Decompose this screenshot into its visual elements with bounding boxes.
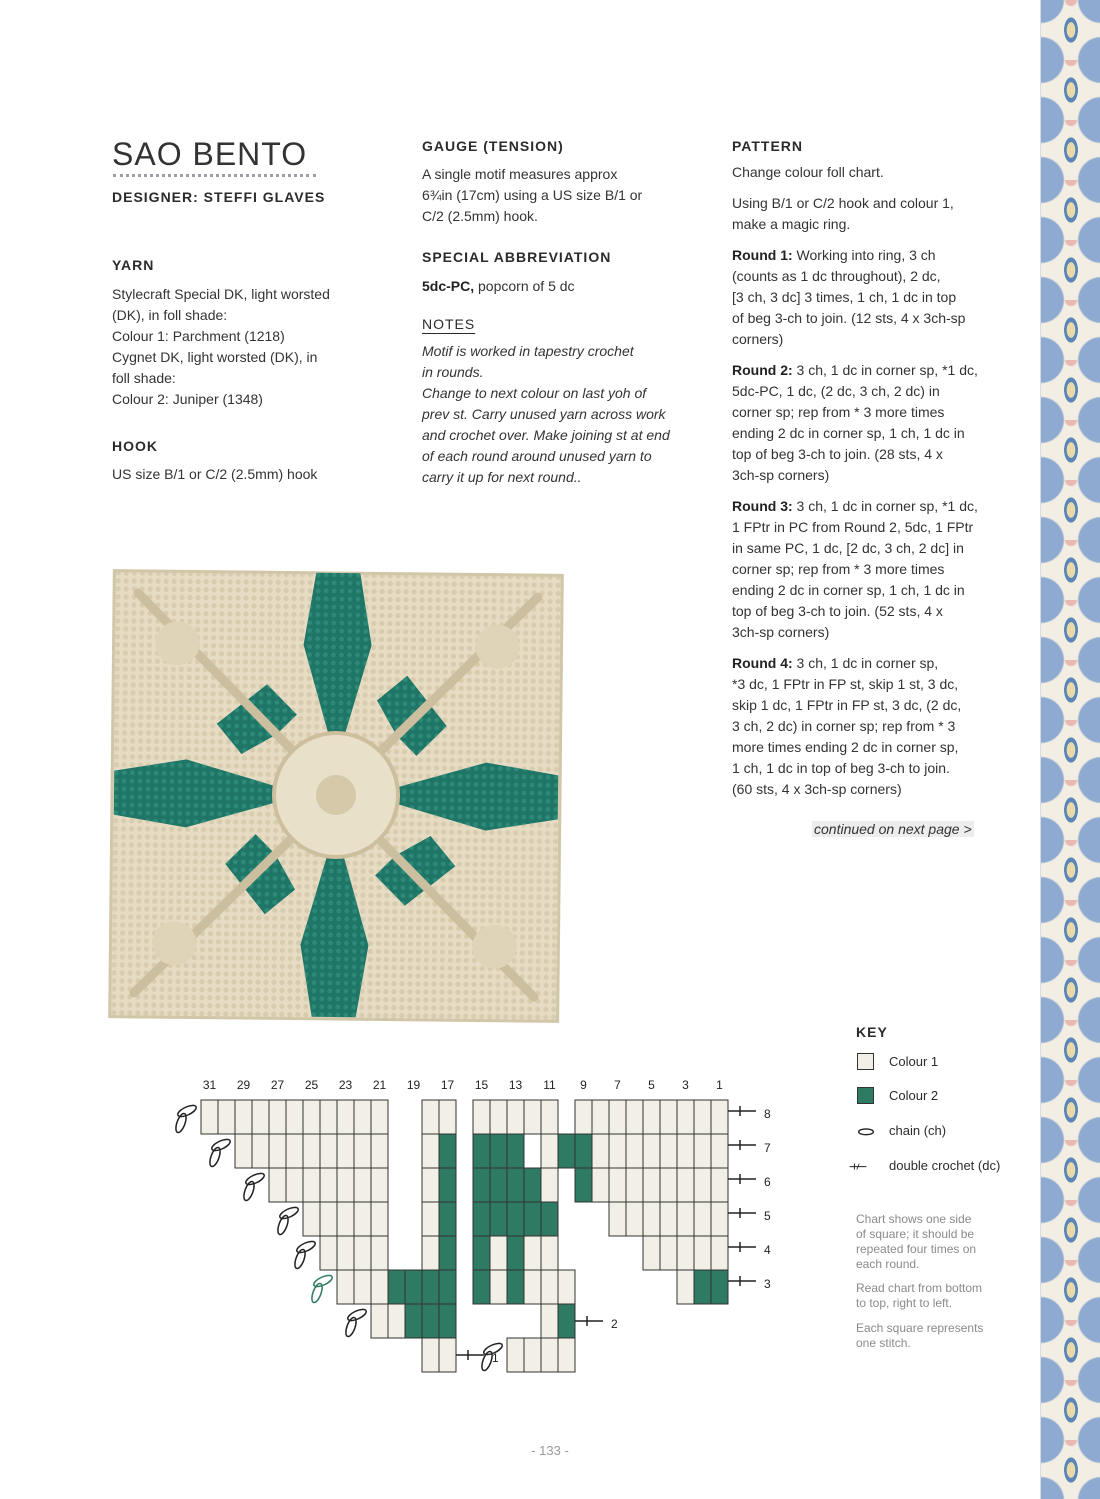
round-3-instruction [732, 496, 1027, 643]
notes-line: Change to next colour on last yoh of [422, 385, 647, 401]
column-label: 5 [648, 1078, 655, 1092]
chart-cell [303, 1202, 320, 1236]
chart-cell [405, 1304, 422, 1338]
double-crochet-icon [849, 1157, 867, 1175]
chart-cell [354, 1202, 371, 1236]
column-label: 11 [543, 1078, 556, 1092]
gauge-heading: GAUGE (TENSION) [422, 138, 564, 154]
yarn-line: (DK), in foll shade: [112, 307, 228, 323]
row-label: 7 [764, 1141, 771, 1155]
chart-cell [371, 1304, 388, 1338]
chart-cell [473, 1236, 490, 1270]
chart-cell [473, 1270, 490, 1304]
chart-note-line: Each square represents [856, 1321, 984, 1335]
chart-cell [660, 1100, 677, 1134]
chart-cell [439, 1338, 456, 1372]
chart-note-line: to top, right to left. [856, 1296, 953, 1310]
chart-cell [660, 1168, 677, 1202]
chart-cell [507, 1100, 524, 1134]
round-line: 3 ch, 1 dc in corner sp, [796, 655, 939, 671]
chart-cell [201, 1100, 218, 1134]
round-line: corners) [732, 331, 784, 347]
chart-cell [371, 1168, 388, 1202]
round-label: Round 4: [732, 655, 793, 671]
round-line: in same PC, 1 dc, [2 dc, 3 ch, 2 dc] in [732, 540, 964, 556]
chart-cell [558, 1304, 575, 1338]
chart-cell [405, 1270, 422, 1304]
chain-symbol [293, 1248, 307, 1270]
chart-cell [609, 1202, 626, 1236]
chart-cell [320, 1134, 337, 1168]
round-line: 3ch-sp corners) [732, 624, 830, 640]
pattern-heading: PATTERN [732, 138, 804, 154]
round-line: 3ch-sp corners) [732, 467, 830, 483]
chart-cell [354, 1134, 371, 1168]
gauge-line: C/2 (2.5mm) hook. [422, 208, 538, 224]
chart-cell [269, 1100, 286, 1134]
chain-symbol [310, 1282, 324, 1304]
designer-credit: DESIGNER: STEFFI GLAVES [112, 189, 326, 205]
chart-cell [303, 1168, 320, 1202]
round-line: skip 1 dc, 1 FPtr in FP st, 3 dc, (2 dc, [732, 697, 962, 713]
notes-line: Motif is worked in tapestry crochet [422, 343, 634, 359]
round-2-instruction [732, 360, 1027, 486]
chart-cell [337, 1236, 354, 1270]
chart-cell [643, 1202, 660, 1236]
column-label: 31 [202, 1078, 217, 1092]
column-label: 19 [406, 1078, 421, 1092]
decorative-tile-border [1040, 0, 1100, 1499]
chart-cell [422, 1338, 439, 1372]
chart-cell [422, 1168, 439, 1202]
title-dotted-divider [113, 174, 316, 177]
chart-cell [643, 1100, 660, 1134]
chart-cell [388, 1270, 405, 1304]
hook-heading: HOOK [112, 438, 158, 454]
chart-cell [541, 1270, 558, 1304]
key-heading: KEY [856, 1024, 888, 1040]
pattern-intro: Change colour foll chart. [732, 164, 884, 180]
chart-cell [507, 1202, 524, 1236]
round-line: more times ending 2 dc in corner sp, [732, 739, 959, 755]
row-label: 4 [764, 1243, 771, 1257]
column-label: 21 [372, 1078, 387, 1092]
chart-cell [439, 1270, 456, 1304]
chart-cell [490, 1270, 507, 1304]
chart-cell [711, 1100, 728, 1134]
column-label: 17 [440, 1078, 455, 1092]
yarn-details [112, 284, 382, 410]
chart-cell [609, 1134, 626, 1168]
key-label: Colour 2 [889, 1088, 939, 1103]
key-label: double crochet (dc) [889, 1158, 1001, 1173]
chart-cell [694, 1100, 711, 1134]
row-label: 6 [764, 1175, 771, 1189]
chart-cell [439, 1168, 456, 1202]
column-label: 29 [236, 1078, 251, 1092]
round-line: of beg 3-ch to join. (12 sts, 4 x 3ch-sp [732, 310, 966, 326]
row-label: 5 [764, 1209, 771, 1223]
round-label: Round 1: [732, 247, 793, 263]
special-abbreviation-heading: SPECIAL ABBREVIATION [422, 249, 612, 265]
column-label: 7 [614, 1078, 621, 1092]
chart-cell [490, 1236, 507, 1270]
chart-cell [439, 1134, 456, 1168]
round-line: 5dc-PC, 1 dc, (2 dc, 3 ch, 2 dc) in [732, 383, 940, 399]
round-label: Round 3: [732, 498, 793, 514]
chart-cell [354, 1236, 371, 1270]
chart-note [856, 1321, 1016, 1351]
round-line: 3 ch, 2 dc) in corner sp; rep from * 3 [732, 718, 956, 734]
yarn-heading: YARN [112, 257, 155, 273]
chart-cell [677, 1134, 694, 1168]
chart-cell [320, 1100, 337, 1134]
page-number: - 133 - [531, 1443, 569, 1458]
chart-cell [337, 1270, 354, 1304]
pattern-line: make a magic ring. [732, 216, 851, 232]
chart-cell [252, 1134, 269, 1168]
chart-cell [337, 1100, 354, 1134]
round-line: (60 sts, 4 x 3ch-sp corners) [732, 781, 902, 797]
chart-cell [626, 1168, 643, 1202]
notes-text [422, 341, 722, 488]
column-label: 25 [304, 1078, 319, 1092]
chart-cell [609, 1168, 626, 1202]
gauge-line: A single motif measures approx [422, 166, 618, 182]
chart-cell [524, 1338, 541, 1372]
chart-cell [439, 1236, 456, 1270]
chart-cell [354, 1270, 371, 1304]
chart-cell [524, 1236, 541, 1270]
chart-note [856, 1212, 1016, 1272]
special-abbreviation-entry [422, 276, 712, 297]
chart-cell [677, 1270, 694, 1304]
chart-cell [320, 1202, 337, 1236]
round-4-instruction [732, 653, 1027, 800]
chart-cell [422, 1304, 439, 1338]
chain-symbol [242, 1180, 256, 1202]
chart-cell [592, 1134, 609, 1168]
chart-cell [541, 1202, 558, 1236]
notes-line: in rounds. [422, 364, 484, 380]
chart-cell [439, 1100, 456, 1134]
chart-cell [694, 1270, 711, 1304]
chart-cell [609, 1100, 626, 1134]
chart-cell [592, 1168, 609, 1202]
chart-cell [337, 1168, 354, 1202]
chart-cell [592, 1100, 609, 1134]
chart-cell [541, 1236, 558, 1270]
row-label: 3 [764, 1277, 771, 1291]
chart-cell [541, 1134, 558, 1168]
chart-cell [643, 1134, 660, 1168]
chart-cell [286, 1100, 303, 1134]
chart-cell [694, 1134, 711, 1168]
chart-cell [643, 1236, 660, 1270]
chart-cell [541, 1100, 558, 1134]
chart-note [856, 1281, 1016, 1311]
chart-cell [575, 1168, 592, 1202]
chart-cell [541, 1304, 558, 1338]
column-label: 27 [270, 1078, 285, 1092]
round-label: Round 2: [732, 362, 793, 378]
chart-cell [558, 1338, 575, 1372]
chart-cell [524, 1100, 541, 1134]
chart-cell [269, 1168, 286, 1202]
chart-cell [473, 1100, 490, 1134]
chart-cell [575, 1100, 592, 1134]
round-line: top of beg 3-ch to join. (28 sts, 4 x [732, 446, 943, 462]
chain-icon [857, 1122, 875, 1140]
chart-note-line: each round. [856, 1257, 920, 1271]
chart-cell [439, 1304, 456, 1338]
chart-cell [473, 1168, 490, 1202]
gauge-line: 6¾in (17cm) using a US size B/1 or [422, 187, 643, 203]
chart-cell [626, 1134, 643, 1168]
chart-cell [507, 1168, 524, 1202]
chart-cell [541, 1168, 558, 1202]
chart-cell [388, 1304, 405, 1338]
yarn-line: Colour 1: Parchment (1218) [112, 328, 285, 344]
column-label: 23 [338, 1078, 353, 1092]
chart-cell [371, 1270, 388, 1304]
chart-cell [677, 1100, 694, 1134]
chain-symbol [208, 1146, 222, 1168]
column-label: 15 [474, 1078, 489, 1092]
gauge-details [422, 164, 712, 227]
round-line: 1 ch, 1 dc in top of beg 3-ch to join. [732, 760, 950, 776]
column-label: 3 [682, 1078, 689, 1092]
chart-cell [354, 1100, 371, 1134]
motif-photo [104, 562, 566, 1026]
chart-cell [507, 1236, 524, 1270]
yarn-line: Cygnet DK, light worsted (DK), in [112, 349, 318, 365]
chart-cell [371, 1100, 388, 1134]
chart-cell [660, 1134, 677, 1168]
chart-note-line: Read chart from bottom [856, 1281, 983, 1295]
chart-cell [677, 1168, 694, 1202]
chart-cell [371, 1202, 388, 1236]
round-1-instruction [732, 245, 1027, 350]
round-line: *3 dc, 1 FPtr in FP st, skip 1 st, 3 dc, [732, 676, 959, 692]
chart-cell [507, 1270, 524, 1304]
chart-cell [694, 1202, 711, 1236]
chart-cell [422, 1134, 439, 1168]
chart-cell [337, 1202, 354, 1236]
column-label: 9 [580, 1078, 587, 1092]
notes-line: of each round around unused yarn to [422, 448, 652, 464]
round-line: [3 ch, 3 dc] 3 times, 1 ch, 1 dc in top [732, 289, 957, 305]
round-line: corner sp; rep from * 3 more times [732, 404, 945, 420]
round-line: 1 FPtr in PC from Round 2, 5dc, 1 FPtr [732, 519, 974, 535]
chart-cell [524, 1202, 541, 1236]
chart-note-line: of square; it should be [856, 1227, 975, 1241]
chart-cell [677, 1236, 694, 1270]
chart-cell [371, 1134, 388, 1168]
chart-cell [660, 1202, 677, 1236]
chart-note-line: one stitch. [856, 1336, 911, 1350]
chart-cell [269, 1134, 286, 1168]
chart-cell [286, 1134, 303, 1168]
chart-cell [218, 1100, 235, 1134]
chart-cell [490, 1202, 507, 1236]
chart-cell [235, 1100, 252, 1134]
chart-cell [711, 1270, 728, 1304]
chart-cell [694, 1236, 711, 1270]
round-line: corner sp; rep from * 3 more times [732, 561, 945, 577]
row-label: 8 [764, 1107, 771, 1121]
chart-cell [490, 1134, 507, 1168]
yarn-line: Colour 2: Juniper (1348) [112, 391, 263, 407]
chart-cell [422, 1100, 439, 1134]
chart-cell [558, 1134, 575, 1168]
notes-line: carry it up for next round.. [422, 469, 582, 485]
chart-cell [626, 1202, 643, 1236]
round-line: ending 2 dc in corner sp, 1 ch, 1 dc in [732, 582, 965, 598]
chart-cell [371, 1236, 388, 1270]
chart-cell [252, 1100, 269, 1134]
chart-cell [422, 1236, 439, 1270]
chart-cell [626, 1100, 643, 1134]
pattern-line: Using B/1 or C/2 hook and colour 1, [732, 195, 954, 211]
chart-cell [660, 1236, 677, 1270]
abbreviation-definition: popcorn of 5 dc [478, 278, 575, 294]
chart-cell [507, 1338, 524, 1372]
chart-cell [235, 1134, 252, 1168]
column-label: 1 [716, 1078, 723, 1092]
round-line: top of beg 3-ch to join. (52 sts, 4 x [732, 603, 943, 619]
chart-cell [643, 1168, 660, 1202]
chart-cell [694, 1168, 711, 1202]
chart-cell [286, 1168, 303, 1202]
chart-cell [354, 1168, 371, 1202]
colour-chart [100, 1070, 790, 1380]
hook-details: US size B/1 or C/2 (2.5mm) hook [112, 466, 318, 482]
chart-cell [490, 1100, 507, 1134]
yarn-line: foll shade: [112, 370, 176, 386]
notes-line: prev st. Carry unused yarn across work [422, 406, 666, 422]
chain-symbol [276, 1214, 290, 1236]
round-line: 3 ch, 1 dc in corner sp, *1 dc, [796, 362, 978, 378]
chain-symbol [174, 1112, 188, 1134]
key-label: Colour 1 [889, 1054, 939, 1069]
chart-cell [711, 1236, 728, 1270]
chain-symbol [344, 1316, 358, 1338]
column-label: 13 [508, 1078, 523, 1092]
chart-cell [711, 1134, 728, 1168]
pattern-setup [732, 193, 1027, 235]
chart-cell [320, 1236, 337, 1270]
round-line: ending 2 dc in corner sp, 1 ch, 1 dc in [732, 425, 965, 441]
chart-note-line: Chart shows one side [856, 1212, 972, 1226]
colour-1-swatch [857, 1053, 874, 1070]
chart-cell [473, 1134, 490, 1168]
chart-cell [507, 1134, 524, 1168]
chart-cell [473, 1202, 490, 1236]
chart-cell [320, 1168, 337, 1202]
colour-2-swatch [857, 1087, 874, 1104]
chart-cell [439, 1202, 456, 1236]
chart-note-line: repeated four times on [856, 1242, 977, 1256]
chart-cell [711, 1202, 728, 1236]
abbreviation-term: 5dc-PC, [422, 278, 475, 294]
chart-cell [337, 1134, 354, 1168]
continued-link[interactable]: continued on next page > [814, 821, 972, 837]
chart-cell [524, 1168, 541, 1202]
chart-cell [558, 1270, 575, 1304]
round-line: Working into ring, 3 ch [796, 247, 936, 263]
chart-cell [524, 1270, 541, 1304]
chart-cell [422, 1270, 439, 1304]
chart-cell [490, 1168, 507, 1202]
notes-heading: NOTES [422, 316, 476, 332]
chart-cell [677, 1202, 694, 1236]
page-title: SAO BENTO [112, 136, 308, 172]
round-line: (counts as 1 dc throughout), 2 dc, [732, 268, 941, 284]
round-line: 3 ch, 1 dc in corner sp, *1 dc, [796, 498, 978, 514]
chart-cell [422, 1202, 439, 1236]
pattern-instructions [732, 162, 1027, 810]
key-label: chain (ch) [889, 1123, 947, 1138]
row-label: 2 [611, 1317, 618, 1331]
chart-cell [541, 1338, 558, 1372]
row-label: 1 [492, 1351, 499, 1365]
chart-cell [303, 1134, 320, 1168]
chart-cell [711, 1168, 728, 1202]
chart-cell [575, 1134, 592, 1168]
notes-line: and crochet over. Make joining st at end [422, 427, 670, 443]
chart-cell [303, 1100, 320, 1134]
yarn-line: Stylecraft Special DK, light worsted [112, 286, 330, 302]
